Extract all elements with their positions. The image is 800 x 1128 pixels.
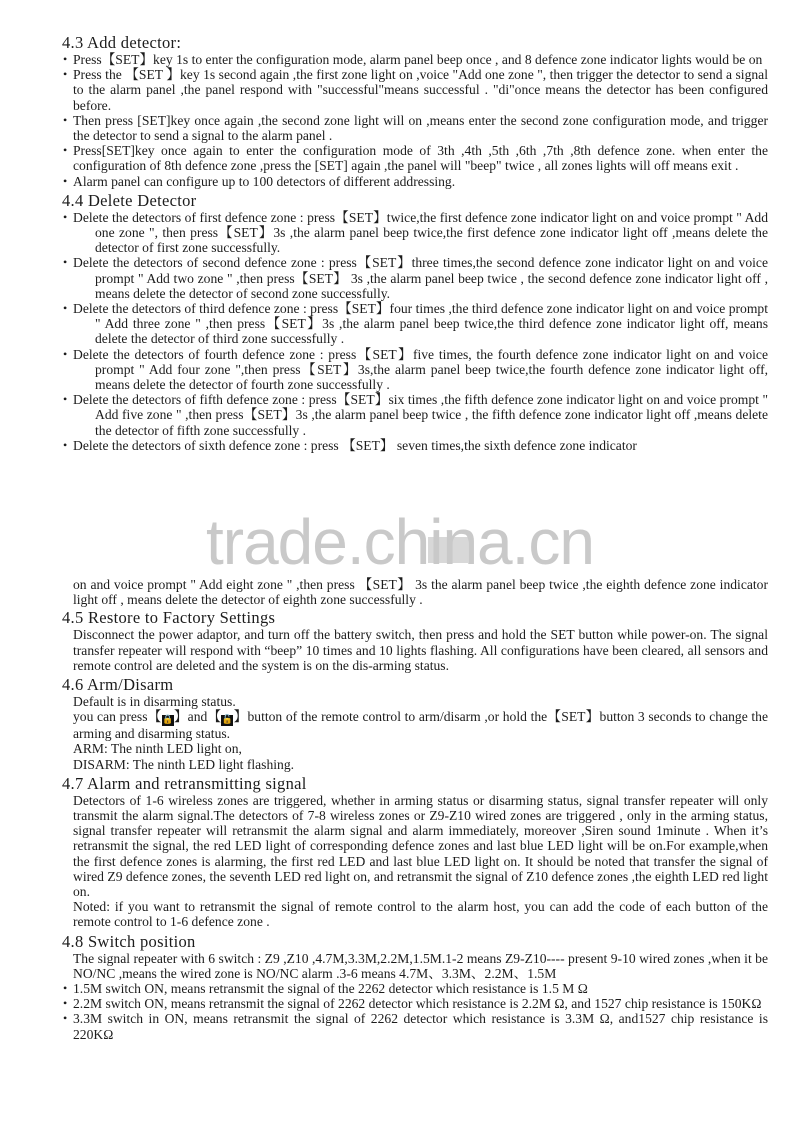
arm-led-text: ARM: The ninth LED light on, (73, 741, 242, 757)
section-switch-position (62, 933, 768, 1042)
arm-instructions: you can press【🔒】and【🔓】button of the remote control to arm/disarm ,or hold the【SET】button 3 seconds to change the arming and disarming status. (73, 709, 768, 742)
list-item: • 1.5M switch ON, means retransmit the signal of the 2262 detector which resistance is 1.5 M Ω (62, 981, 768, 996)
list-item: • Then press [SET]key once again ,the second zone light will on ,means enter the second zone configuration mode, and trigger the detector to send a signal to the alarm panel . (62, 113, 768, 143)
list-item: • Delete the detectors of first defence zone : press【SET】twice,the first defence zone indicator light on and voice prompt " Add one zone ", then press【SET】3s ,the alarm panel beep twice,the first defence zone indicator light off ,means delete the detector of first zone successfully. (62, 210, 768, 256)
section-alarm-retransmit (62, 775, 768, 930)
factory-reset-text: Disconnect the power adaptor, and turn off the battery switch, then press and hold the SET button while power-on. The signal transfer repeater will respond with “beep” 10 times and 10 lights flashing. All configurations have been cleared, all sensors and remote control are deleted and the system is on the dis-arming status. (73, 627, 768, 673)
manual-page-lower (62, 577, 768, 1044)
alarm-retransmit-note: Noted: if you want to retransmit the signal of remote control to the alarm host, you can add the code of each button of the remote control to 1-6 defence zone . (73, 899, 768, 930)
list-item: • Press the 【SET 】key 1s second again ,the first zone light on ,voice "Add one zone ", then trigger the detector to send a signal to the alarm panel ,the panel respond with "successful"means successful . "di"once means the detector has been configured before. (62, 67, 768, 113)
delete-detector-list (62, 210, 768, 453)
list-item: • Delete the detectors of second defence zone : press【SET】three times,the second defence zone indicator light on and voice prompt " Add two zone " ,then press【SET】 3s ,the alarm panel beep twice , the second defence zone indicator light off , means delete the detector of second zone successfully. (62, 255, 768, 301)
delete-detector-continued: on and voice prompt " Add eight zone " ,then press 【SET】 3s the alarm panel beep twice ,the eighth defence zone indicator light off , means delete the detector of eighth zone successfully . (73, 577, 768, 608)
list-item: • Delete the detectors of fifth defence zone : press【SET】six times ,the fifth defence zone indicator light on and voice prompt " Add five zone " ,then press【SET】3s ,the alarm panel beep twice , the fifth defence zone indicator light off ,means delete the detector of fifth zone successfully . (62, 392, 768, 438)
list-item: • 3.3M switch in ON, means retransmit the signal of 2262 detector which resistance is 3.3M Ω, and1527 chip resistance is 220KΩ (62, 1011, 768, 1041)
section-heading: 4.4 Delete Detector (62, 190, 197, 210)
section-heading: 4.3 Add detector: (62, 33, 182, 52)
section-arm-disarm (62, 676, 768, 772)
list-item: • Delete the detectors of sixth defence zone : press 【SET】 seven times,the sixth defence zone indicator (62, 438, 768, 453)
manual-page-upper (62, 34, 768, 455)
section-heading: 4.6 Arm/Disarm (62, 675, 174, 695)
section-delete-detector (62, 192, 768, 453)
list-item: • Press【SET】key 1s to enter the configuration mode, alarm panel beep once , and 8 defence zone indicator lights would be on (62, 52, 768, 67)
watermark-text: trade.china.cn (205, 506, 595, 578)
list-item: • 2.2M switch ON, means retransmit the signal of 2262 detector which resistance is 2.2M Ω, and 1527 chip resistance is 150KΩ (62, 996, 768, 1011)
lock-icon: 🔒 (161, 715, 174, 726)
list-item: • Alarm panel can configure up to 100 detectors of different addressing. (62, 174, 768, 189)
list-item: • Delete the detectors of third defence zone : press【SET】four times ,the third defence zone indicator light on and voice prompt " Add three zone " ,then press【SET】3s ,the alarm panel beep twice,the third defence zone indicator light off, means delete the detector of third zone successfully . (62, 301, 768, 347)
section-add-detector (62, 34, 768, 189)
switch-position-list (62, 981, 768, 1042)
section-heading: 4.8 Switch position (62, 931, 196, 951)
alarm-retransmit-text: Detectors of 1-6 wireless zones are triggered, whether in arming status or disarming status, signal transfer repeater will only transmit the alarm signal.The detectors of 7-8 wireless zones or Z9-Z10 wired zones are triggered , only in the arming status, signal transfer repeater will retransmit the alarm signal and alarm immediately, moreover ,Siren sound 1minute . When it’s retransmit the signal, the red LED light of corresponding defence zones and last blue LED light will be on.For example,when the first defence zones is alarming, the first red LED and last blue LED light on. It should be noted that transfer the signal of wired Z9 defence zones, the seventh LED red light on, and retransmit the signal of Z10 defence zones ,the eighth LED red light on. (73, 792, 768, 900)
disarm-led-text: DISARM: The ninth LED light flashing. (73, 756, 295, 772)
add-detector-list (62, 52, 768, 189)
arm-default-text: Default is in disarming status. (73, 694, 236, 710)
list-item: • Delete the detectors of fourth defence zone : press【SET】five times, the fourth defence zone indicator light on and voice prompt " Add four zone ",then press【SET】3s,the alarm panel beep twice,the fourth defence zone indicator light off, means delete the detector of fourth zone successfully . (62, 347, 768, 393)
section-heading: 4.5 Restore to Factory Settings (62, 608, 276, 628)
section-heading: 4.7 Alarm and retransmitting signal (62, 773, 307, 793)
section-factory-reset (62, 609, 768, 673)
switch-position-text: The signal repeater with 6 switch : Z9 ,Z10 ,4.7M,3.3M,2.2M,1.5M.1-2 means Z9-Z10---- present 9-10 wired zones ,when it be NO/NC ,means the wired zone is NO/NC alarm .3-6 means 4.7M、3.3M、2.2M、1.5M (73, 950, 768, 981)
unlock-icon: 🔓 (221, 715, 233, 726)
list-item: • Press[SET]key once again to enter the configuration mode of 3th ,4th ,5th ,6th ,7th ,8th defence zone. when enter the configuration of 8th defence zone ,press the [SET] again ,the panel will "beep" twice , all zones lights will off means exit . (62, 143, 768, 173)
